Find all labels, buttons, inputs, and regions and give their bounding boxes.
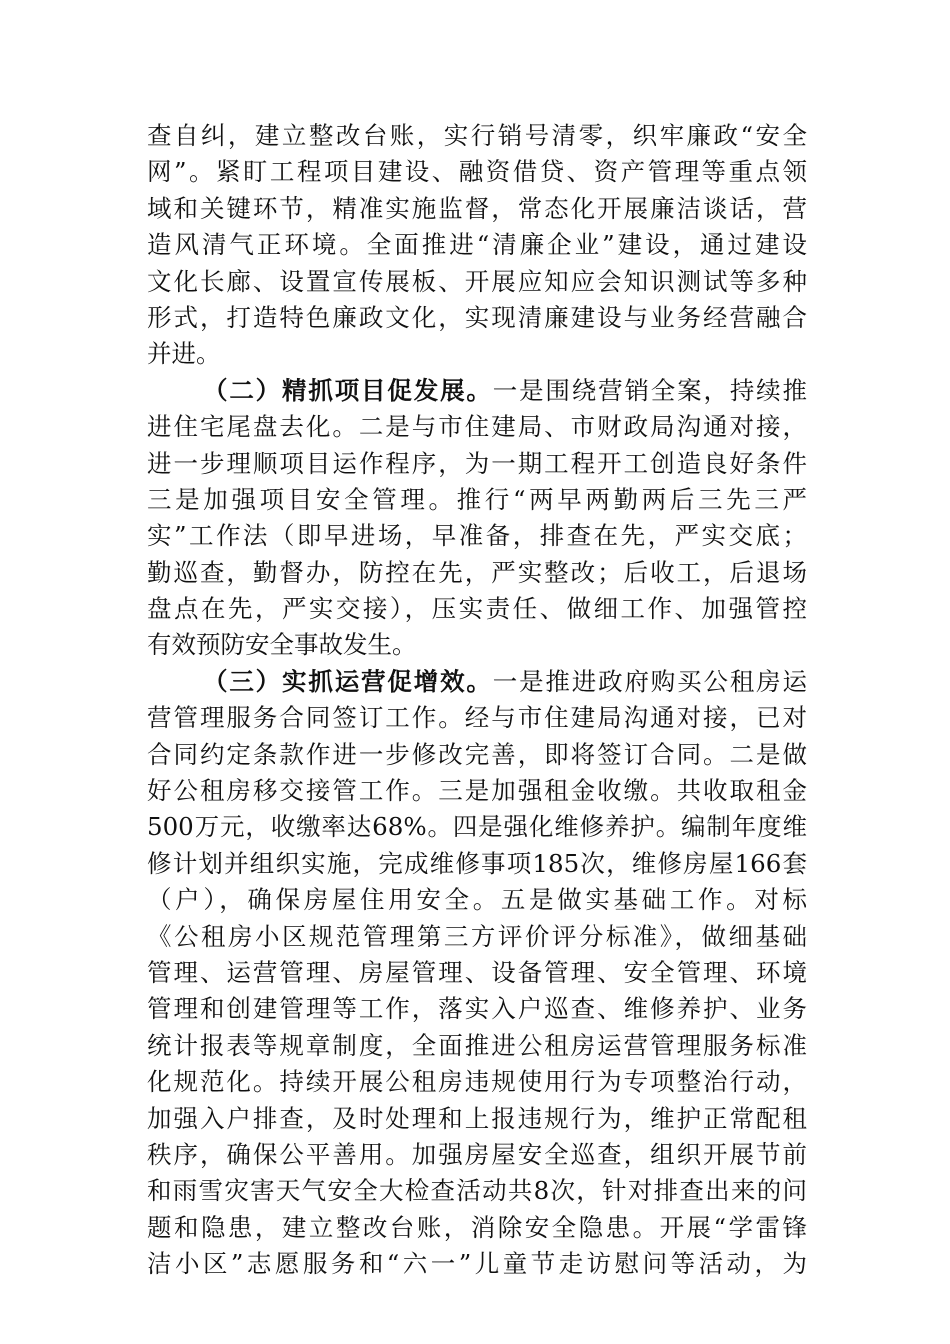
- section-text: 一是围绕营销全案，持续推: [492, 375, 807, 405]
- text-line: 网”。紧盯工程项目建设、融资借贷、资产管理等重点领: [147, 157, 807, 187]
- text-line: 《公租房小区规范管理第三方评价评分标准》，做细基础: [147, 921, 807, 951]
- text-line: 500万元，收缴率达68%。四是强化维修养护。编制年度维: [147, 812, 807, 842]
- text-line: 好公租房移交接管工作。三是加强租金收缴。共收取租金: [147, 776, 807, 806]
- text-line: 管理和创建管理等工作，落实入户巡查、维修养护、业务: [147, 994, 807, 1024]
- text-line: 进住宅尾盘去化。二是与市住建局、市财政局沟通对接，: [147, 412, 807, 442]
- text-line: 统计报表等规章制度，全面推进公租房运营管理服务标准: [147, 1030, 807, 1060]
- text-line: 三是加强项目安全管理。推行“两早两勤两后三先三严: [147, 484, 807, 514]
- text-line: 题和隐患，建立整改台账，消除安全隐患。开展“学雷锋: [147, 1212, 807, 1242]
- text-line: 和雨雪灾害天气安全大检查活动共8次，针对排查出来的问: [147, 1176, 807, 1206]
- text-line: 文化长廊、设置宣传展板、开展应知应会知识测试等多种: [147, 266, 807, 296]
- text-line: 化规范化。持续开展公租房违规使用行为专项整治行动，: [147, 1067, 807, 1097]
- document-body: [147, 118, 807, 1283]
- text-line: 进一步理顺项目运作程序，为一期工程开工创造良好条件: [147, 448, 807, 478]
- text-line: 有效预防安全事故发生。: [147, 630, 417, 660]
- text-line: 造风清气正环境。全面推进“清廉企业”建设，通过建设: [147, 230, 807, 260]
- text-line: 盘点在先，严实交接），压实责任、做细工作、加强管控: [147, 594, 807, 624]
- text-line: 查自纠，建立整改台账，实行销号清零，织牢廉政“安全: [147, 121, 807, 150]
- text-line: 合同约定条款作进一步修改完善，即将签订合同。二是做: [147, 739, 807, 769]
- text-line: 秩序，确保公平善用。加强房屋安全巡查，组织开展节前: [147, 1139, 807, 1169]
- text-line: 修计划并组织实施，完成维修事项185次，维修房屋166套: [147, 848, 807, 878]
- text-line: 勤巡查，勤督办，防控在先，严实整改；后收工，后退场: [147, 557, 807, 587]
- text-line: 实”工作法（即早进场，早准备，排查在先，严实交底；: [147, 521, 807, 551]
- text-line: 营管理服务合同签订工作。经与市住建局沟通对接，已对: [147, 703, 807, 733]
- section-text: 一是推进政府购买公租房运: [492, 666, 807, 696]
- text-line: 形式，打造特色廉政文化，实现清廉建设与业务经营融合: [147, 302, 807, 332]
- text-line: （户），确保房屋住用安全。五是做实基础工作。对标: [147, 885, 807, 915]
- text-line: 管理、运营管理、房屋管理、设备管理、安全管理、环境: [147, 957, 807, 987]
- section-line: [147, 373, 807, 409]
- text-line: 并进。: [147, 339, 221, 369]
- section-heading: （三）实抓运营促增效。: [203, 666, 493, 696]
- text-line: 加强入户排查，及时处理和上报违规行为，维护正常配租: [147, 1103, 807, 1133]
- section-heading: （二）精抓项目促发展。: [203, 375, 493, 405]
- section-line: [147, 664, 807, 700]
- text-line: 洁小区”志愿服务和“六一”儿童节走访慰问等活动，为: [147, 1249, 807, 1279]
- text-line: 域和关键环节，精准实施监督，常态化开展廉洁谈话，营: [147, 193, 807, 223]
